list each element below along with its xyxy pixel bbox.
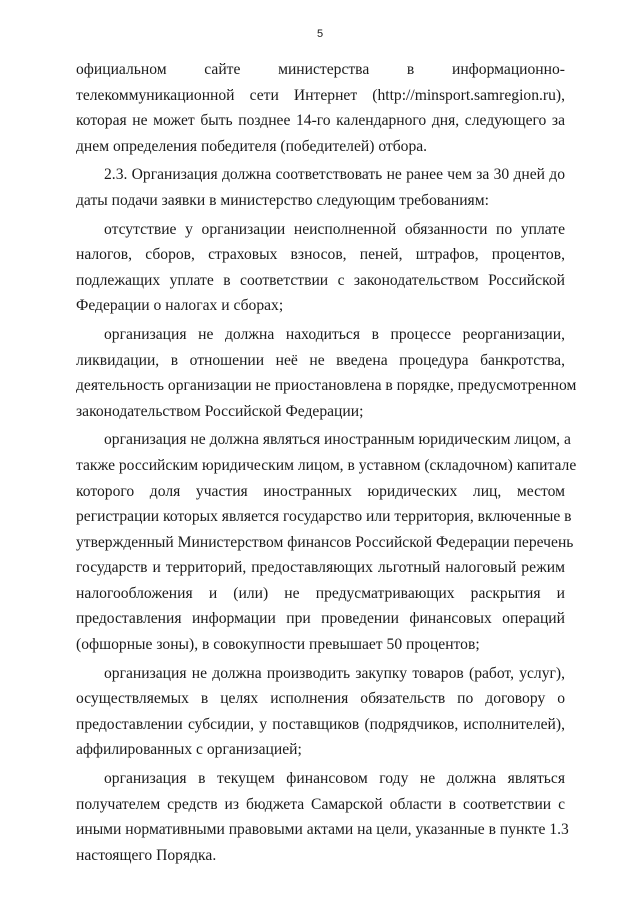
text-line: аффилированных с организацией; <box>76 741 302 759</box>
text-line: налогообложения и (или) не предусматривающих раскрытия и <box>76 584 565 602</box>
text-line: ликвидации, в отношении неё не введена процедура банкротства, <box>76 351 565 369</box>
text-line: регистрации которых является государство или территория, включенные в <box>76 508 572 526</box>
paragraph-not-foreign-entity <box>76 427 577 657</box>
text-line: (офшорные зоны), в совокупности превышает 50 процентов; <box>76 636 480 654</box>
paragraph-no-reorganization <box>76 322 577 424</box>
text-line: налогов, сборов, страховых взносов, пеней, штрафов, процентов, <box>76 246 565 264</box>
document-body <box>76 57 577 868</box>
text-line: получателем средств из бюджета Самарской области в соответствии с <box>76 795 565 813</box>
text-line: отсутствие у организации неисполненной обязанности по уплате <box>104 220 565 238</box>
paragraph-website-publication <box>76 57 565 159</box>
text-line: государств и территорий, предоставляющих льготный налоговый режим <box>76 559 565 577</box>
page-number: 5 <box>316 28 324 40</box>
text-line: организация не должна являться иностранным юридическим лицом, а <box>104 431 571 449</box>
text-line: законодательством Российской Федерации; <box>76 402 364 420</box>
paragraph-no-affiliated-purchases <box>76 661 565 763</box>
text-line: Федерации о налогах и сборах; <box>76 297 284 315</box>
text-line: утвержденный Министерством финансов Российской Федерации перечень <box>76 533 574 551</box>
text-line: деятельность организации не приостановлена в порядке, предусмотренном <box>76 377 577 395</box>
text-line: иными нормативными правовыми актами на цели, указанные в пункте 1.3 <box>76 821 569 839</box>
text-line: которая не может быть позднее 14-го календарного дня, следующего за <box>76 112 565 130</box>
text-line: днем определения победителя (победителей) отбора. <box>76 137 428 155</box>
paragraph-requirements-intro <box>76 162 565 213</box>
text-line: подлежащих уплате в соответствии с законодательством Российской <box>76 271 565 289</box>
text-line: телекоммуникационной сети Интернет (http://minsport.samregion.ru), <box>76 86 565 104</box>
text-line: организация не должна производить закупку товаров (работ, услуг), <box>104 664 565 682</box>
paragraph-no-tax-debt <box>76 217 565 319</box>
paragraph-no-other-budget-funds <box>76 766 569 868</box>
text-line: организация не должна находиться в процессе реорганизации, <box>104 325 565 343</box>
text-line: организация в текущем финансовом году не должна являться <box>104 770 565 788</box>
text-line: предоставления информации при проведении финансовых операций <box>76 610 565 628</box>
text-line: также российским юридическим лицом, в уставном (складочном) капитале <box>76 456 577 474</box>
text-line: предоставлении субсидии, у поставщиков (подрядчиков, исполнителей), <box>76 715 565 733</box>
text-line: которого доля участия иностранных юридических лиц, местом <box>76 482 565 500</box>
text-line: официальном сайте министерства в информационно- <box>76 61 565 78</box>
text-line: 2.3. Организация должна соответствовать не ранее чем за 30 дней до <box>104 166 565 184</box>
text-line: настоящего Порядка. <box>76 846 217 864</box>
text-line: осуществляемых в целях исполнения обязательств по договору о <box>76 690 565 708</box>
text-line: даты подачи заявки в министерство следующим требованиям: <box>76 191 489 209</box>
